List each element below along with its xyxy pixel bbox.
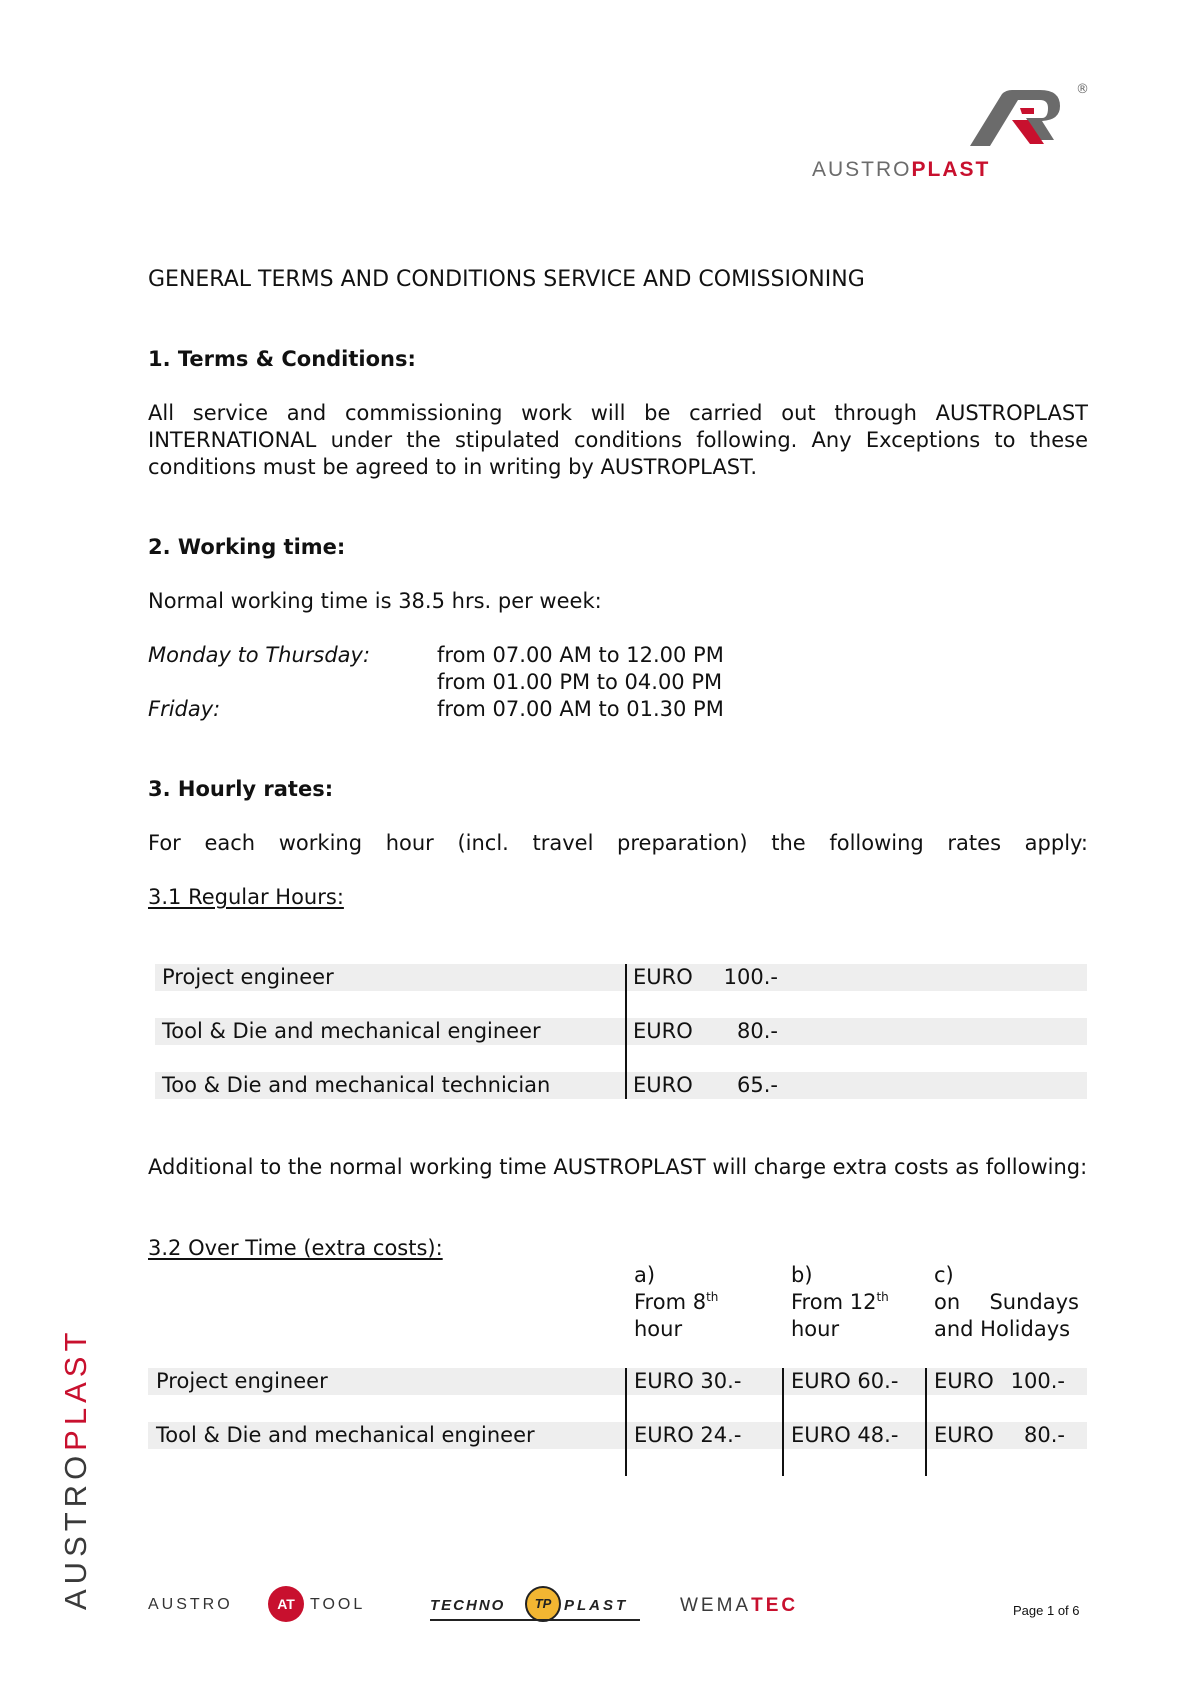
rate-c-amount: 80.-	[1024, 1423, 1065, 1447]
side-logo-vertical	[58, 1328, 94, 1610]
footer-austrotool-logo	[148, 1586, 388, 1626]
footer-wematec-logo	[680, 1595, 798, 1617]
registered-mark: ®	[1076, 82, 1089, 97]
wematec-word-b: TEC	[751, 1595, 799, 1616]
monday-hours-2: from 01.00 PM to 04.00 PM	[437, 670, 723, 694]
additional-costs-text: Additional to the normal working time AUSTROPLAST will charge extra costs as following:	[148, 1155, 1088, 1179]
rate-b-cell: EURO 48.-	[791, 1423, 899, 1447]
amount-cell: 80.-	[737, 1019, 778, 1043]
col-c-line2: and Holidays	[934, 1317, 1071, 1341]
technoplast-word-a: TECHNO	[430, 1597, 506, 1614]
section-3-heading: 3. Hourly rates:	[148, 777, 334, 801]
rate-c-currency: EURO	[934, 1369, 994, 1393]
document-title: GENERAL TERMS AND CONDITIONS SERVICE AND COMISSIONING	[148, 267, 865, 292]
rate-c-currency: EURO	[934, 1423, 994, 1447]
amount-cell: 100.-	[723, 965, 778, 989]
regular-hours-subheading: 3.1 Regular Hours:	[148, 885, 344, 909]
wematec-word-a: WEMA	[680, 1595, 752, 1616]
role-cell: Too & Die and mechanical technician	[162, 1073, 551, 1097]
austrotool-word-a: AUSTRO	[148, 1596, 233, 1613]
overtime-col-b-header	[791, 1262, 889, 1343]
working-time-intro: Normal working time is 38.5 hrs. per week:	[148, 589, 602, 613]
brand-wordmark	[812, 158, 990, 182]
col-b-letter: b)	[791, 1263, 813, 1287]
technoplast-badge-icon: TP	[525, 1586, 561, 1622]
rate-a-cell: EURO 30.-	[634, 1369, 742, 1393]
section-1-heading: 1. Terms & Conditions:	[148, 347, 416, 371]
austroplast-mark-icon	[962, 88, 1062, 148]
friday-hours: from 07.00 AM to 01.30 PM	[437, 697, 724, 721]
col-a-line1: From 8th	[634, 1290, 719, 1314]
side-logo-red: PLAST	[58, 1327, 93, 1451]
currency-cell: EURO	[633, 965, 693, 989]
rate-b-cell: EURO 60.-	[791, 1369, 899, 1393]
col-a-letter: a)	[634, 1263, 656, 1287]
hourly-rates-intro: For each working hour (incl. travel preparation) the following rates apply:	[148, 831, 1088, 855]
col-c-letter: c)	[934, 1263, 954, 1287]
rate-a-cell: EURO 24.-	[634, 1423, 742, 1447]
role-cell: Project engineer	[156, 1369, 328, 1393]
col-c-line1: on Sundays	[934, 1290, 1079, 1314]
brand-word-red: PLAST	[911, 158, 991, 181]
overtime-col-c-header	[934, 1262, 1079, 1343]
technoplast-word-b: PLAST	[564, 1597, 629, 1614]
side-logo-grey: AUSTRO	[58, 1450, 93, 1610]
col-b-line1: From 12th	[791, 1290, 889, 1314]
amount-cell: 65.-	[737, 1073, 778, 1097]
rate-c-amount: 100.-	[1010, 1369, 1065, 1393]
monday-hours-1: from 07.00 AM to 12.00 PM	[437, 643, 724, 667]
monday-label: Monday to Thursday:	[148, 643, 371, 667]
overtime-subheading: 3.2 Over Time (extra costs):	[148, 1236, 443, 1260]
footer-technoplast-logo	[430, 1586, 645, 1626]
currency-cell: EURO	[633, 1073, 693, 1097]
technoplast-underline	[430, 1619, 640, 1621]
header-logo	[812, 82, 1102, 183]
austrotool-word-b: TOOL	[310, 1596, 366, 1613]
role-cell: Tool & Die and mechanical engineer	[156, 1423, 535, 1447]
section-1-body: All service and commissioning work will be carried out through AUSTROPLAST INTERNATIONAL under the stipulated conditions following. Any Exceptions to these conditions must be agreed to in writing by AUSTROPLAST.	[148, 401, 1088, 479]
section-2-heading: 2. Working time:	[148, 535, 346, 559]
brand-word-grey: AUSTRO	[812, 158, 912, 181]
col-a-line2: hour	[634, 1317, 683, 1341]
overtime-col-a-header	[634, 1262, 718, 1343]
role-cell: Project engineer	[162, 965, 334, 989]
currency-cell: EURO	[633, 1019, 693, 1043]
page-number: Page 1 of 6	[1013, 1603, 1080, 1618]
friday-label: Friday:	[148, 697, 221, 721]
role-cell: Tool & Die and mechanical engineer	[162, 1019, 541, 1043]
austrotool-badge-icon: AT	[268, 1586, 304, 1622]
col-b-line2: hour	[791, 1317, 840, 1341]
